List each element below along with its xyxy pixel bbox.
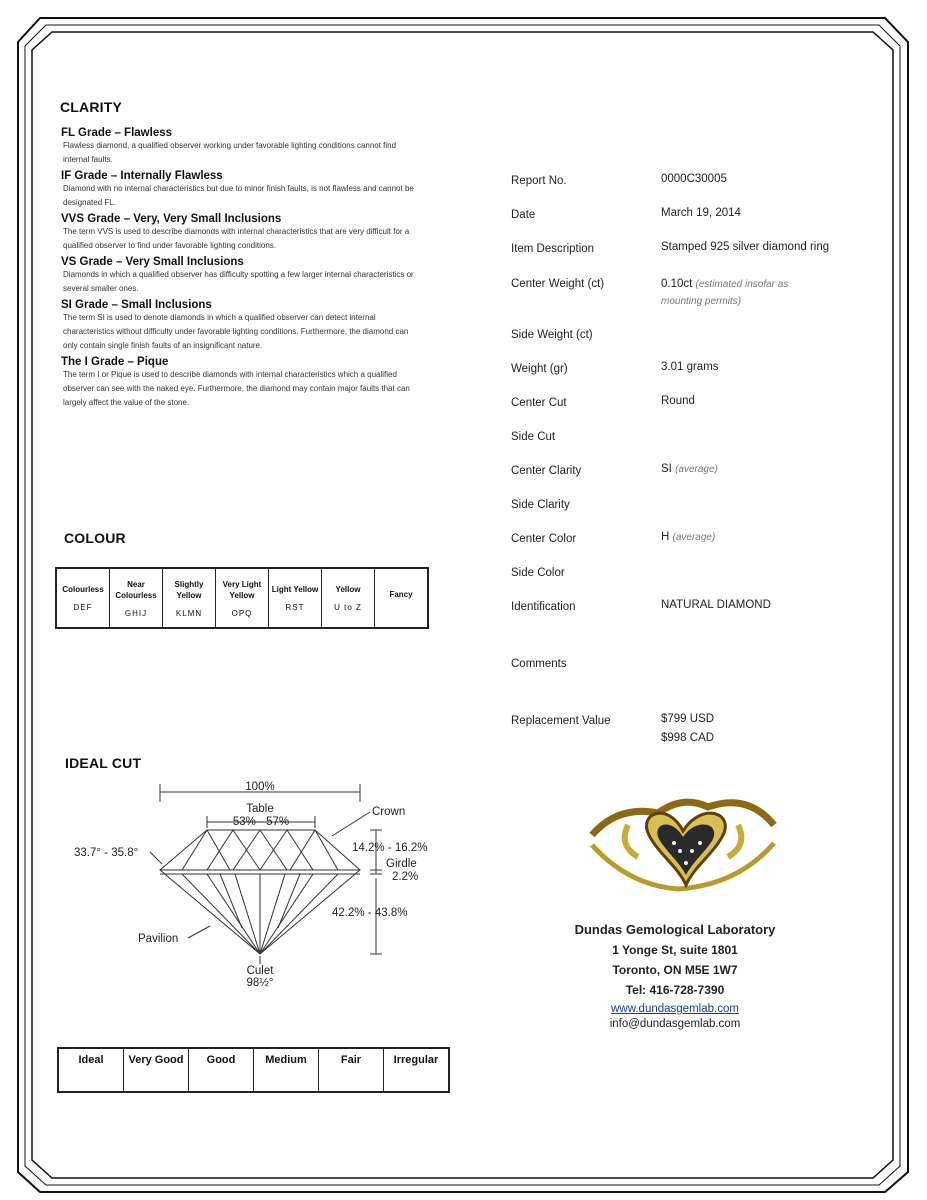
colour-title: COLOUR xyxy=(64,530,126,546)
lab-phone: Tel: 416-728-7390 xyxy=(625,983,725,997)
report-label: Side Clarity xyxy=(511,499,570,511)
report-value: NATURAL DIAMOND xyxy=(661,599,771,611)
colour-cell: Near Colourless GHIJ xyxy=(110,568,163,628)
colour-scale-table xyxy=(55,567,429,629)
cut-grade-cell: Ideal xyxy=(58,1048,124,1092)
colour-cell: Slightly Yellow KLMN xyxy=(163,568,216,628)
clarity-grade-desc: The term I or Pique is used to describe diamonds with internal characteristics which a qualified observer can see with the naked eye. Furthermore, the diamond may contain major faults that can largely affect the value of the stone. xyxy=(63,370,410,407)
cut-grade-cell: Irregular xyxy=(384,1048,450,1092)
report-value: $799 USD xyxy=(661,713,715,725)
clarity-grade-name: IF Grade – Internally Flawless xyxy=(61,170,223,182)
clarity-grade-name: FL Grade – Flawless xyxy=(61,127,173,139)
cut-grade-cell: Medium xyxy=(254,1048,319,1092)
colour-cell: Light Yellow RST xyxy=(269,568,322,628)
report-value-note: (average) xyxy=(675,464,718,475)
report-value: Round xyxy=(661,395,695,407)
diagram-girdle-label: Girdle xyxy=(386,858,417,870)
report-value-secondary: $998 CAD xyxy=(661,732,715,744)
diagram-crown-label: Crown xyxy=(372,806,406,818)
diagram-table-range: 53% - 57% xyxy=(232,816,290,828)
cut-grade-cell: Very Good xyxy=(124,1048,189,1092)
report-label: Center Cut xyxy=(511,397,567,409)
lab-contact-block xyxy=(540,922,810,1030)
clarity-grade-desc: The term SI is used to denote diamonds in which a qualified observer can detect internal characteristics without difficulty under favorable lighting conditions. Furthermore, the diamond can only contain single finish faults of an insignificant nature. xyxy=(63,313,409,350)
cut-grade-cell: Good xyxy=(189,1048,254,1092)
report-value: SI (average) xyxy=(661,463,718,475)
diamond-proportions-diagram xyxy=(70,778,450,993)
diagram-pavilion-label: Pavilion xyxy=(138,933,179,945)
report-value: March 19, 2014 xyxy=(661,207,741,219)
report-value: 0000C30005 xyxy=(661,173,727,185)
clarity-grades xyxy=(61,124,421,410)
report-label: Date xyxy=(511,209,536,221)
report-label: Center Clarity xyxy=(511,465,582,477)
report-value-note: (average) xyxy=(672,532,716,543)
clarity-grade-desc: Flawless diamond, a qualified observer working under favorable lighting conditions cannot find internal faults. xyxy=(63,141,397,164)
report-value-note: (estimated insofar as mounting permits) xyxy=(661,279,789,307)
report-label: Side Color xyxy=(511,567,565,579)
clarity-grade-desc: The term VVS is used to describe diamonds with internal characteristics that are very difficult for a qualified observer to find under favorable lighting conditions. xyxy=(63,227,410,250)
report-label: Center Weight (ct) xyxy=(511,278,605,290)
lab-name: Dundas Gemological Laboratory xyxy=(574,922,776,937)
clarity-grade-name: VVS Grade – Very, Very Small Inclusions xyxy=(61,213,282,225)
report-label: Side Weight (ct) xyxy=(511,329,593,341)
report-value: Stamped 925 silver diamond ring xyxy=(661,241,830,253)
diagram-culet-angle: 98½° xyxy=(246,977,274,989)
report-value: 0.10ct (estimated insofar as mounting permits) xyxy=(661,278,789,307)
colour-cell: Colourless DEF xyxy=(56,568,110,628)
report-label: Replacement Value xyxy=(511,715,611,727)
clarity-grade-name: VS Grade – Very Small Inclusions xyxy=(61,256,244,268)
report-value: H (average) xyxy=(661,531,716,543)
diagram-girdle-value: 2.2% xyxy=(392,871,419,883)
diagram-table-label: Table xyxy=(246,803,274,815)
clarity-title: CLARITY xyxy=(60,99,123,115)
colour-cell: Fancy xyxy=(375,568,429,628)
diagram-total-label: 100% xyxy=(245,781,275,793)
lab-email: info@dundasgemlab.com xyxy=(609,1018,741,1030)
report-label: Report No. xyxy=(511,175,567,187)
lab-website-link[interactable]: www.dundasgemlab.com xyxy=(611,1003,739,1015)
report-label: Side Cut xyxy=(511,431,556,443)
ring-photo xyxy=(588,785,778,895)
ideal-cut-title: IDEAL CUT xyxy=(65,755,142,771)
clarity-grade-desc: Diamond with no internal characteristics but due to minor finish faults, is not flawless and cannot be designated FL. xyxy=(63,184,414,207)
report-label: Weight (gr) xyxy=(511,363,568,375)
report-label: Identification xyxy=(511,601,576,613)
diagram-crown-angle: 33.7° - 35.8° xyxy=(74,847,139,859)
clarity-grade-desc: Diamonds in which a qualified observer has difficulty spotting a few larger internal characteristics or several smaller ones. xyxy=(63,270,414,293)
colour-cell: Very Light Yellow OPQ xyxy=(216,568,269,628)
cut-grade-table xyxy=(57,1047,450,1093)
report-label: Comments xyxy=(511,658,567,670)
report-label: Item Description xyxy=(511,243,595,255)
report-label: Center Color xyxy=(511,533,577,545)
report-value: 3.01 grams xyxy=(661,361,719,373)
lab-address-line: Toronto, ON M5E 1W7 xyxy=(612,963,738,977)
diagram-pavilion-depth: 42.2% - 43.8% xyxy=(332,907,408,919)
clarity-grade-name: SI Grade – Small Inclusions xyxy=(61,299,212,311)
cut-grade-cell: Fair xyxy=(319,1048,384,1092)
colour-cell: Yellow U to Z xyxy=(322,568,375,628)
diagram-crown-height: 14.2% - 16.2% xyxy=(352,842,428,854)
lab-address-line: 1 Yonge St, suite 1801 xyxy=(612,943,738,957)
clarity-grade-name: The I Grade – Pique xyxy=(61,356,169,368)
diagram-culet-label: Culet xyxy=(246,965,274,977)
